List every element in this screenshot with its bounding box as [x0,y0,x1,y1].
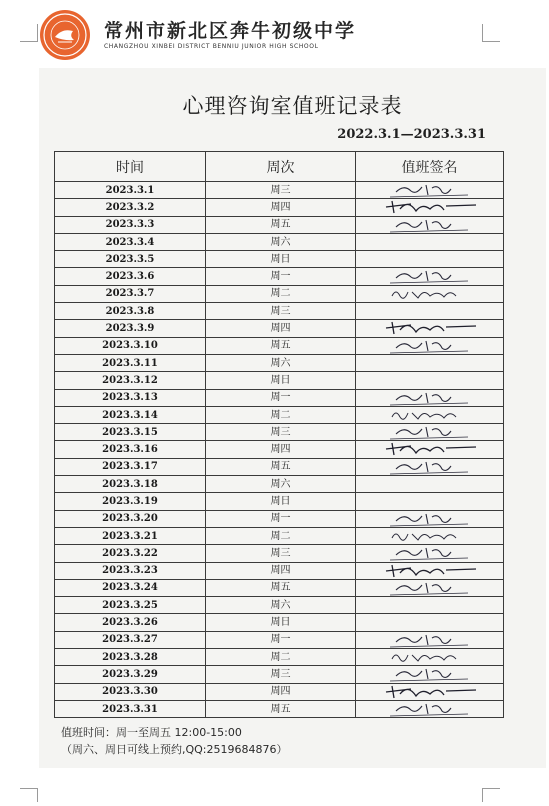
crop-mark-top-left [20,24,38,42]
cell-weekday: 周日 [206,372,356,389]
cell-signature [356,476,504,493]
scanned-document [39,68,546,768]
table-row [55,458,504,475]
cell-signature [356,424,504,441]
table-row [55,424,504,441]
cell-weekday: 周一 [206,389,356,406]
cell-signature [356,372,504,389]
cell-date: 2023.3.3 [55,216,206,233]
handwritten-signature-icon [356,578,504,598]
cell-weekday: 周六 [206,476,356,493]
column-header-weekday: 周次 [206,152,356,182]
cell-weekday: 周五 [206,337,356,354]
cell-signature [356,614,504,631]
cell-date: 2023.3.7 [55,285,206,302]
cell-signature [356,666,504,683]
cell-signature [356,182,504,199]
cell-date: 2023.3.11 [55,354,206,371]
cell-signature [356,545,504,562]
cell-weekday: 周四 [206,683,356,700]
cell-date: 2023.3.20 [55,510,206,527]
cell-weekday: 周二 [206,649,356,666]
column-header-date: 时间 [55,152,206,182]
table-row [55,493,504,510]
cell-signature [356,389,504,406]
cell-weekday: 周五 [206,458,356,475]
cell-date: 2023.3.25 [55,597,206,614]
cell-signature [356,510,504,527]
cell-date: 2023.3.2 [55,199,206,216]
table-row [55,700,504,717]
cell-signature [356,285,504,302]
document-period: 2022.3.1—2023.3.31 [337,127,486,142]
table-row [55,597,504,614]
cell-weekday: 周日 [206,251,356,268]
table-row [55,320,504,337]
cell-date: 2023.3.16 [55,441,206,458]
cell-date: 2023.3.30 [55,683,206,700]
cell-date: 2023.3.27 [55,631,206,648]
cell-date: 2023.3.21 [55,527,206,544]
cell-date: 2023.3.14 [55,406,206,423]
cell-signature [356,337,504,354]
cell-date: 2023.3.28 [55,649,206,666]
cell-weekday: 周二 [206,527,356,544]
cell-weekday: 周五 [206,579,356,596]
table-row [55,476,504,493]
table-row [55,406,504,423]
table-row [55,354,504,371]
table-row [55,216,504,233]
cell-date: 2023.3.23 [55,562,206,579]
cell-signature [356,458,504,475]
crop-mark-bottom-left [20,788,38,802]
cell-signature [356,493,504,510]
cell-signature [356,527,504,544]
table-row [55,614,504,631]
table-row [55,683,504,700]
cell-signature [356,683,504,700]
handwritten-signature-icon [356,457,504,477]
cell-date: 2023.3.4 [55,233,206,250]
cell-date: 2023.3.15 [55,424,206,441]
weekend-booking-note: （周六、周日可线上预约,QQ:2519684876） [61,743,288,756]
cell-date: 2023.3.18 [55,476,206,493]
cell-date: 2023.3.5 [55,251,206,268]
cell-weekday: 周一 [206,268,356,285]
cell-weekday: 周三 [206,424,356,441]
cell-weekday: 周四 [206,320,356,337]
cell-weekday: 周五 [206,700,356,717]
cell-signature [356,562,504,579]
cell-date: 2023.3.8 [55,303,206,320]
cell-date: 2023.3.26 [55,614,206,631]
cell-signature [356,631,504,648]
cell-weekday: 周四 [206,562,356,579]
cell-signature [356,251,504,268]
cell-signature [356,354,504,371]
cell-weekday: 周五 [206,216,356,233]
table-row [55,251,504,268]
cell-weekday: 周二 [206,406,356,423]
cell-signature [356,406,504,423]
table-row [55,268,504,285]
table-header-row [55,152,504,182]
cell-signature [356,441,504,458]
cell-date: 2023.3.29 [55,666,206,683]
cell-weekday: 周六 [206,597,356,614]
cell-date: 2023.3.6 [55,268,206,285]
document-title: 心理咨询室值班记录表 [182,94,403,118]
cell-signature [356,700,504,717]
cell-signature [356,649,504,666]
cell-signature [356,233,504,250]
cell-date: 2023.3.13 [55,389,206,406]
cell-weekday: 周六 [206,354,356,371]
table-row [55,303,504,320]
table-row [55,510,504,527]
table-row [55,545,504,562]
cell-signature [356,199,504,216]
cell-weekday: 周二 [206,285,356,302]
cell-weekday: 周三 [206,666,356,683]
table-row [55,579,504,596]
school-logo-icon [40,10,90,60]
cell-signature [356,320,504,337]
cell-signature [356,216,504,233]
duty-time-note: 值班时间：周一至周五 12:00-15:00 [61,726,242,739]
school-name-cn: 常州市新北区奔牛初级中学 [104,20,357,42]
table-row [55,666,504,683]
table-row [55,562,504,579]
table-row [55,199,504,216]
cell-weekday: 周日 [206,493,356,510]
cell-date: 2023.3.17 [55,458,206,475]
cell-date: 2023.3.10 [55,337,206,354]
cell-weekday: 周六 [206,233,356,250]
table-row [55,182,504,199]
school-name-en: CHANGZHOU XINBEI DISTRICT BENNIU JUNIOR HIGH SCHOOL [104,43,319,50]
cell-weekday: 周日 [206,614,356,631]
cell-weekday: 周四 [206,199,356,216]
table-row [55,372,504,389]
table-row [55,389,504,406]
handwritten-signature-icon [356,699,504,719]
table-row [55,441,504,458]
cell-weekday: 周三 [206,545,356,562]
cell-signature [356,579,504,596]
cell-signature [356,268,504,285]
cell-signature [356,597,504,614]
cell-date: 2023.3.12 [55,372,206,389]
column-header-signature: 值班签名 [356,152,504,182]
cell-weekday: 周三 [206,182,356,199]
cell-signature [356,303,504,320]
handwritten-signature-icon [356,336,504,356]
school-header [40,10,356,60]
cell-weekday: 周一 [206,631,356,648]
table-row [55,233,504,250]
crop-mark-bottom-right [482,788,500,802]
cell-date: 2023.3.22 [55,545,206,562]
duty-record-table [54,151,503,718]
handwritten-signature-icon [356,284,504,304]
table-row [55,631,504,648]
cell-date: 2023.3.24 [55,579,206,596]
cell-weekday: 周一 [206,510,356,527]
cell-date: 2023.3.1 [55,182,206,199]
cell-weekday: 周三 [206,303,356,320]
table-row [55,337,504,354]
cell-date: 2023.3.19 [55,493,206,510]
table-row [55,527,504,544]
cell-weekday: 周四 [206,441,356,458]
cell-date: 2023.3.31 [55,700,206,717]
table-row [55,649,504,666]
crop-mark-top-right [482,24,500,42]
handwritten-signature-icon [356,215,504,235]
cell-date: 2023.3.9 [55,320,206,337]
table-row [55,285,504,302]
